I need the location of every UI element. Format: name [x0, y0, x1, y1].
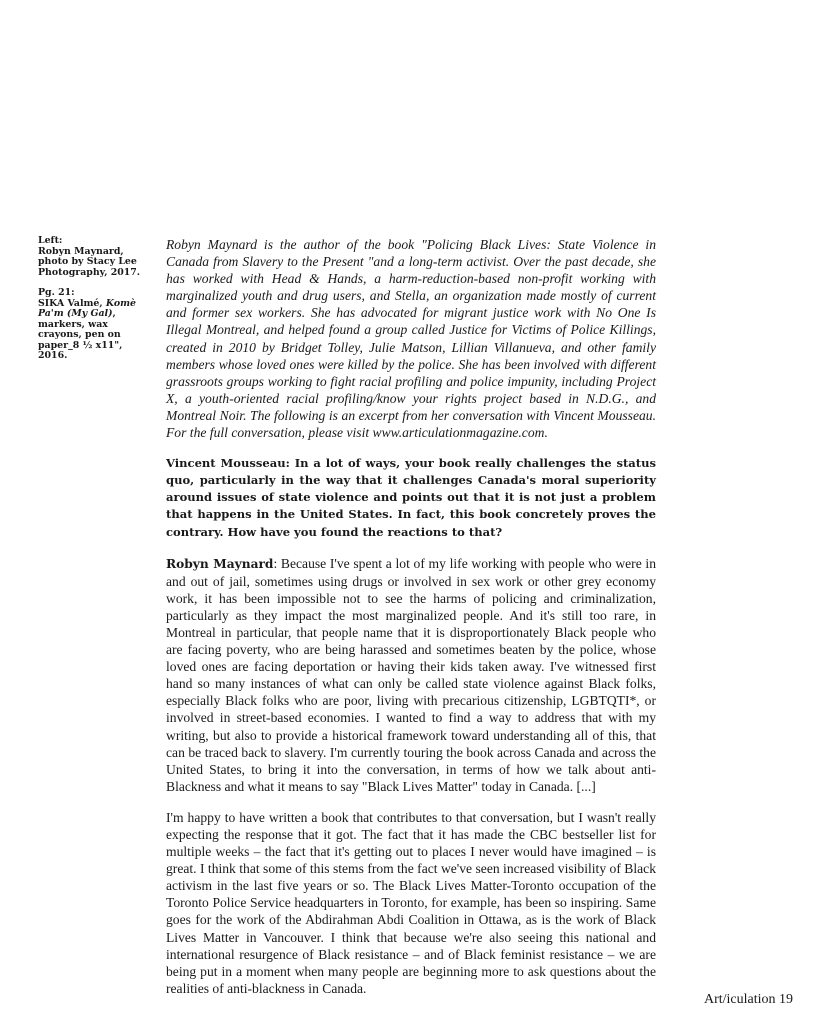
caption-page-21 — [38, 288, 146, 362]
photo-captions — [38, 236, 146, 372]
article-body — [166, 236, 656, 1011]
interview-answer-2: I'm happy to have written a book that contributes to that conversation, but I wasn't really expecting the response that it got. The fact that it has made the CBC bestseller list for multiple weeks – the fact that it's getting out to places I never would have imagined – is great. I think that some of this stems from the fact we've seen increased visibility of Black activism in the last five years or so. The Black Lives Matter-Toronto occupation of the Toronto Police Service headquarters in Toronto, for example, has been so inspiring. Same goes for the work of the Abdirahman Abdi Coalition in Ottawa, as is the work of Black Lives Matter in Vancouver. I think that because we're also seeing this national and international resurgence of Black resistance – and of Black feminist resistance – we are being put in a moment when many people are beginning more to ask questions about the realities of anti-blackness in Canada. — [166, 809, 656, 996]
caption-page-text: , markers, wax crayons, pen on paper_8 ½ x11", 2016. — [38, 308, 123, 361]
interview-question: Vincent Mousseau: In a lot of ways, your book really challenges the status quo, particularly in the way that it challenges Canada's moral superiority around issues of state violence and points out that it is not just a problem that happens in the United States. In fact, this book concretely proves the contrary. How have you found the reactions to that? — [166, 456, 656, 539]
caption-page-artist: SIKA Valmé, — [38, 297, 106, 309]
caption-left-text: Robyn Maynard, photo by Stacy Lee Photography, 2017. — [38, 245, 141, 278]
article-intro: Robyn Maynard is the author of the book "Policing Black Lives: State Violence in Canada from Slavery to the Present "and a long-term activist. Over the past decade, she has worked with Head & Hands, a harm-reduction-based non-profit working with marginalized youth and drug users, and Stella, an organization made mostly of current and former sex workers. She has advocated for migrant justice work with No One Is Illegal Montreal, and helped found a group called Justice for Victims of Police Killings, created in 2010 by Bridget Tolley, Julie Matson, Lillian Villanueva, and other family members whose loved ones were killed by the police. She has been involved with different grassroots groups working to fight racial profiling and police impunity, including Project X, a youth-oriented racial profiling/know your rights project based in N.D.G., and Montreal Noir. The following is an excerpt from her conversation with Vincent Mousseau. For the full conversation, please visit www.articulationmagazine.com. — [166, 237, 656, 441]
caption-left-label: Left: — [38, 235, 63, 246]
caption-page-label: Pg. 21: — [38, 287, 75, 298]
answer-text-1: : Because I've spent a lot of my life working with people who were in and out of jail, sometimes using drugs or involved in sex work or other grey economy work, it has been impossible not to see the harms of policing and criminalization, particularly as they impact the most marginalized people. And it's still too rare, in Montreal in particular, that people name that it is disproportionately Black people who are facing poverty, who are being harassed and sometimes beaten by the police, whose loved ones are facing deportation or having their kids taken away. I've witnessed first hand so many instances of what can only be called state violence against Black folks, especially Black folks who are poor, living with precarious citizenship, LGBTQTI*, or involved in street-based economies. I wanted to find a way to address that with my writing, but also to provide a historical framework toward understanding all of this, that can be traced back to slavery. I'm currently touring the book across Canada and across the United States, to bring it into the conversation, in terms of how we talk about anti-Blackness and what it means to say "Black Lives Matter" today in Canada. [...] — [166, 555, 656, 794]
answer-speaker: Robyn Maynard — [166, 556, 274, 571]
caption-page-artwork-title: Komè Pa'm (My Gal) — [38, 297, 137, 319]
caption-left — [38, 236, 146, 278]
page-footer: Art/iculation 19 — [703, 992, 793, 1007]
interview-answer-1 — [166, 555, 656, 795]
